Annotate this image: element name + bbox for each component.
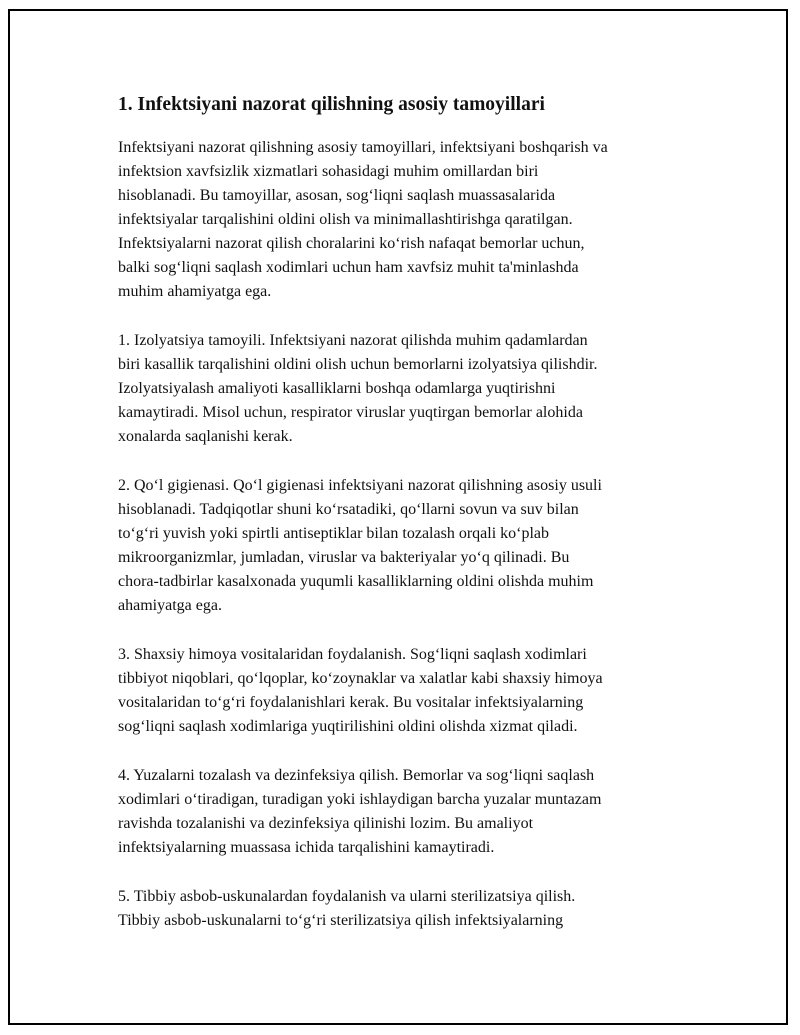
text-line: vositalaridan to‘g‘ri foydalanishlari kerak. Bu vositalar infektsiyalarning xyxy=(118,694,584,711)
text-line: xodimlari o‘tiradigan, turadigan yoki ishlaydigan barcha yuzalar muntazam xyxy=(118,791,602,808)
paragraph-sterilization xyxy=(118,885,698,933)
text-line: mikroorganizmlar, jumladan, viruslar va bakteriyalar yo‘q qilinadi. Bu xyxy=(118,549,570,566)
text-line: ahamiyatga ega. xyxy=(118,597,222,614)
paragraph-ppe xyxy=(118,643,698,739)
text-line: balki sog‘liqni saqlash xodimlari uchun ham xavfsiz muhit ta'minlashda xyxy=(118,259,579,276)
text-line: 4. Yuzalarni tozalash va dezinfeksiya qilish. Bemorlar va sog‘liqni saqlash xyxy=(118,767,595,784)
text-line: 2. Qo‘l gigienasi. Qo‘l gigienasi infektsiyani nazorat qilishning asosiy usuli xyxy=(118,477,602,494)
text-line: Infektsiyalarni nazorat qilish choralarini ko‘rish nafaqat bemorlar uchun, xyxy=(118,235,585,252)
text-line: biri kasallik tarqalishini oldini olish uchun bemorlarni izolyatsiya qilishdir. xyxy=(118,356,598,373)
text-line: kamaytiradi. Misol uchun, respirator viruslar yuqtirgan bemorlar alohida xyxy=(118,404,583,421)
text-line: 3. Shaxsiy himoya vositalaridan foydalanish. Sog‘liqni saqlash xodimlari xyxy=(118,646,587,663)
text-line: 5. Tibbiy asbob-uskunalardan foydalanish va ularni sterilizatsiya qilish. xyxy=(118,888,576,905)
text-line: infektsion xavfsizlik xizmatlari sohasidagi muhim omillardan biri xyxy=(118,163,539,180)
text-line: infektsiyalarning muassasa ichida tarqalishini kamaytiradi. xyxy=(118,839,495,856)
text-line: Tibbiy asbob-uskunalarni to‘g‘ri sterilizatsiya qilish infektsiyalarning xyxy=(118,912,564,929)
text-line: chora-tadbirlar kasalxonada yuqumli kasalliklarning oldini olishda muhim xyxy=(118,573,594,590)
text-line: Izolyatsiyalash amaliyoti kasalliklarni boshqa odamlarga yuqtirishni xyxy=(118,380,556,397)
text-line: xonalarda saqlanishi kerak. xyxy=(118,428,293,445)
text-line: hisoblanadi. Bu tamoyillar, asosan, sog‘liqni saqlash muassasalarida xyxy=(118,187,556,204)
text-line: 1. Izolyatsiya tamoyili. Infektsiyani nazorat qilishda muhim qadamlardan xyxy=(118,332,588,349)
text-line: hisoblanadi. Tadqiqotlar shuni ko‘rsatadiki, qo‘llarni sovun va suv bilan xyxy=(118,501,579,518)
text-line: Infektsiyani nazorat qilishning asosiy tamoyillari, infektsiyani boshqarish va xyxy=(118,139,608,156)
paragraph-isolation xyxy=(118,329,698,449)
text-line: sog‘liqni saqlash xodimlariga yuqtirilishini oldini olishda xizmat qiladi. xyxy=(118,718,578,735)
text-line: to‘g‘ri yuvish yoki spirtli antiseptiklar bilan tozalash orqali ko‘plab xyxy=(118,525,550,542)
text-line: infektsiyalar tarqalishini oldini olish va minimallashtirishga qaratilgan. xyxy=(118,211,573,228)
document-body xyxy=(118,92,698,958)
text-line: ravishda tozalanishi va dezinfeksiya qilinishi lozim. Bu amaliyot xyxy=(118,815,534,832)
paragraph-hand-hygiene xyxy=(118,474,698,618)
text-line: muhim ahamiyatga ega. xyxy=(118,283,272,300)
paragraph-surface-cleaning xyxy=(118,764,698,860)
text-line: tibbiyot niqoblari, qo‘lqoplar, ko‘zoynaklar va xalatlar kabi shaxsiy himoya xyxy=(118,670,603,687)
paragraph-intro xyxy=(118,136,698,304)
section-heading: 1. Infektsiyani nazorat qilishning asosiy tamoyillari xyxy=(118,94,545,115)
